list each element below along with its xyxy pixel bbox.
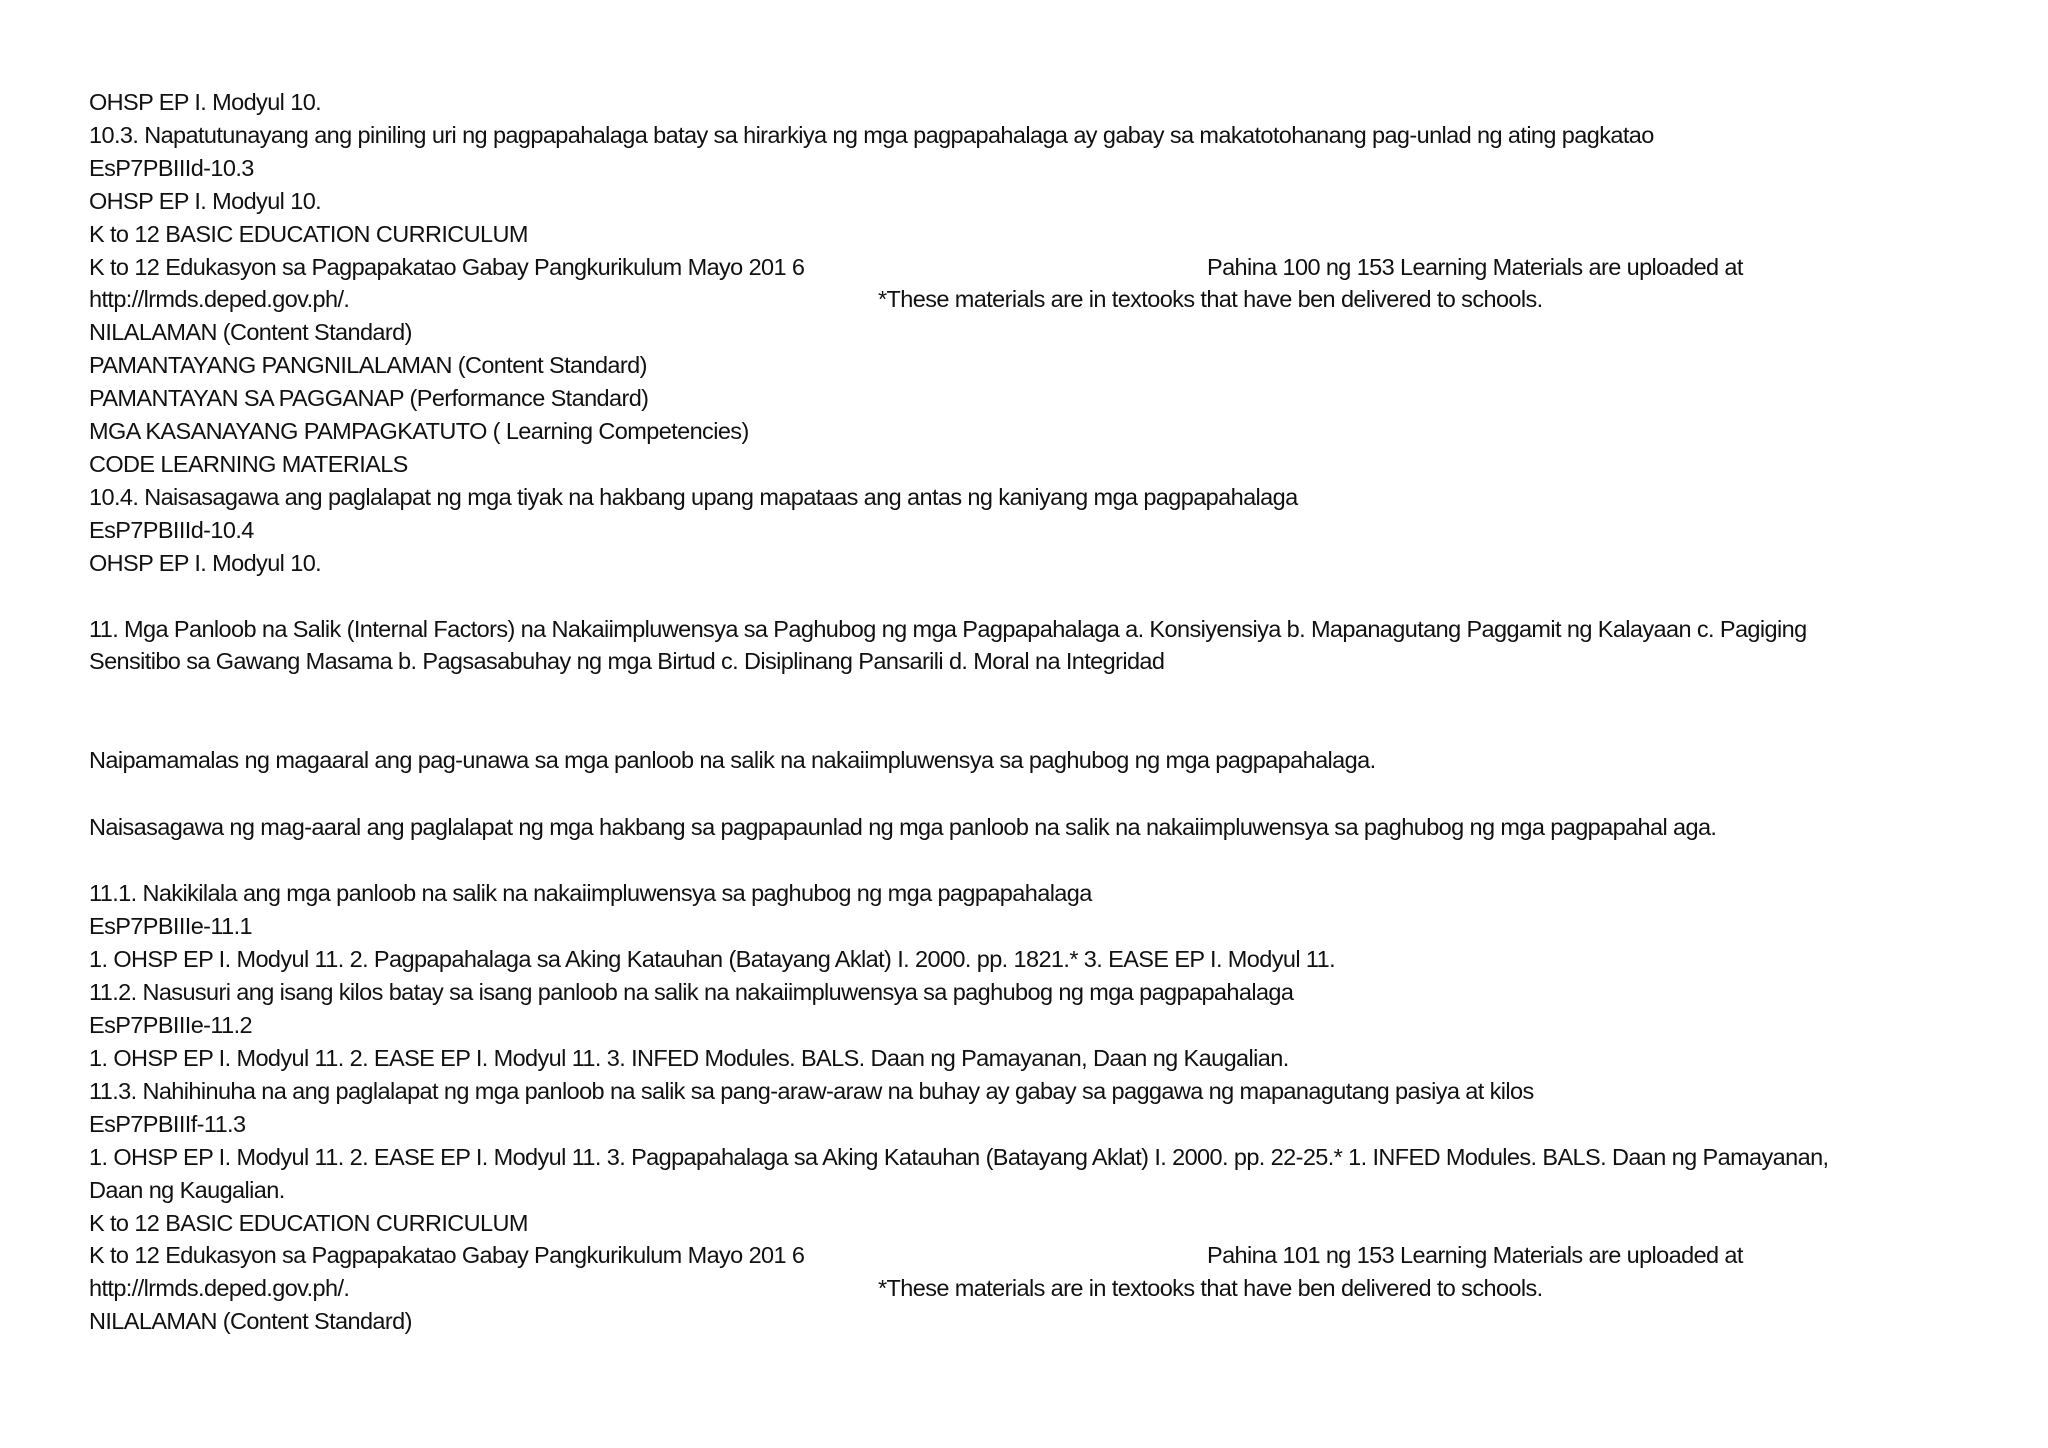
text-line: OHSP EP I. Modyul 10.: [89, 188, 322, 214]
curriculum-title: K to 12 BASIC EDUCATION CURRICULUM: [89, 1210, 528, 1236]
text-line: OHSP EP I. Modyul 10.: [89, 89, 322, 115]
header-performance-standard: PAMANTAYAN SA PAGGANAP (Performance Standard): [89, 385, 649, 411]
competency-10-3: 10.3. Napatutunayang ang piniling uri ng pagpapahalaga batay sa hirarkiya ng mga pagpapahalaga ay gabay sa makatotohanang pag-unlad ng ating pagkatao: [89, 122, 1654, 148]
footer-right: Pahina 100 ng 153 Learning Materials are uploaded at: [1207, 254, 1743, 280]
footer-left: K to 12 Edukasyon sa Pagpapakatao Gabay Pangkurikulum Mayo 201 6: [89, 1242, 805, 1268]
curriculum-title: K to 12 BASIC EDUCATION CURRICULUM: [89, 221, 528, 247]
footer-line: [89, 1240, 1743, 1270]
footer-left: K to 12 Edukasyon sa Pagpapakatao Gabay Pangkurikulum Mayo 201 6: [89, 254, 805, 280]
footer-url-line: [89, 1273, 1543, 1303]
code-line: EsP7PBIIIe-11.1: [89, 913, 252, 939]
materials-line: 1. OHSP EP I. Modyul 11. 2. EASE EP I. Modyul 11. 3. INFED Modules. BALS. Daan ng Pamayanan, Daan ng Kaugalian.: [89, 1045, 1289, 1071]
code-line: EsP7PBIIId-10.4: [89, 517, 254, 543]
content-11-line-1: 11. Mga Panloob na Salik (Internal Factors) na Nakaiimpluwensya sa Paghubog ng mga Pagpapahalaga a. Konsiyensiya b. Mapanagutang Paggamit ng Kalayaan c. Pagiging: [89, 616, 1807, 642]
header-pamantayang-pangnilalaman: PAMANTAYANG PANGNILALAMAN (Content Standard): [89, 352, 647, 378]
materials-line: 1. OHSP EP I. Modyul 11. 2. EASE EP I. Modyul 11. 3. Pagpapahalaga sa Aking Katauhan (Batayang Aklat) I. 2000. pp. 22-25.* 1. INFED Modules. BALS. Daan ng Pamayanan,: [89, 1144, 1829, 1170]
code-line: EsP7PBIIIf-11.3: [89, 1111, 246, 1137]
footer-url-line: [89, 284, 1543, 314]
competency-11-2: 11.2. Nasusuri ang isang kilos batay sa isang panloob na salik na nakaiimpluwensya sa paghubog ng mga pagpapahalaga: [89, 979, 1294, 1005]
competency-11-1: 11.1. Nakikilala ang mga panloob na salik na nakaiimpluwensya sa paghubog ng mga pagpapahalaga: [89, 880, 1092, 906]
materials-line: 1. OHSP EP I. Modyul 11. 2. Pagpapahalaga sa Aking Katauhan (Batayang Aklat) I. 2000. pp. 1821.* 3. EASE EP I. Modyul 11.: [89, 946, 1336, 972]
header-learning-competencies: MGA KASANAYANG PAMPAGKATUTO ( Learning Competencies): [89, 418, 749, 444]
materials-line-cont: Daan ng Kaugalian.: [89, 1177, 285, 1203]
competency-11-3: 11.3. Nahihinuha na ang paglalapat ng mga panloob na salik sa pang-araw-araw na buhay ay gabay sa paggawa ng mapanagutang pasiya at kilos: [89, 1078, 1534, 1104]
header-content-standard: NILALAMAN (Content Standard): [89, 1308, 412, 1334]
footer-url: http://lrmds.deped.gov.ph/.: [89, 286, 350, 312]
header-content-standard: NILALAMAN (Content Standard): [89, 319, 412, 345]
header-code-learning-materials: CODE LEARNING MATERIALS: [89, 451, 408, 477]
footer-right: Pahina 101 ng 153 Learning Materials are uploaded at: [1207, 1242, 1743, 1268]
competency-10-4: 10.4. Naisasagawa ang paglalapat ng mga tiyak na hakbang upang mapataas ang antas ng kaniyang mga pagpapahalaga: [89, 484, 1298, 510]
footer-line: [89, 252, 1743, 282]
code-line: EsP7PBIIId-10.3: [89, 155, 254, 181]
footer-url: http://lrmds.deped.gov.ph/.: [89, 1275, 350, 1301]
content-standard-text: Naipamamalas ng magaaral ang pag-unawa sa mga panloob na salik na nakaiimpluwensya sa paghubog ng mga pagpapahalaga.: [89, 747, 1376, 773]
text-line: OHSP EP I. Modyul 10.: [89, 550, 322, 576]
code-line: EsP7PBIIIe-11.2: [89, 1012, 252, 1038]
content-11-line-2: Sensitibo sa Gawang Masama b. Pagsasabuhay ng mga Birtud c. Disiplinang Pansarili d. Moral na Integridad: [89, 648, 1165, 674]
footer-note: *These materials are in textooks that have ben delivered to schools.: [878, 286, 1543, 312]
footer-note: *These materials are in textooks that have ben delivered to schools.: [878, 1275, 1543, 1301]
performance-standard-text: Naisasagawa ng mag-aaral ang paglalapat ng mga hakbang sa pagpapaunlad ng mga panloob na salik na nakaiimpluwensya sa paghubog ng mga pagpapahal aga.: [89, 814, 1717, 840]
